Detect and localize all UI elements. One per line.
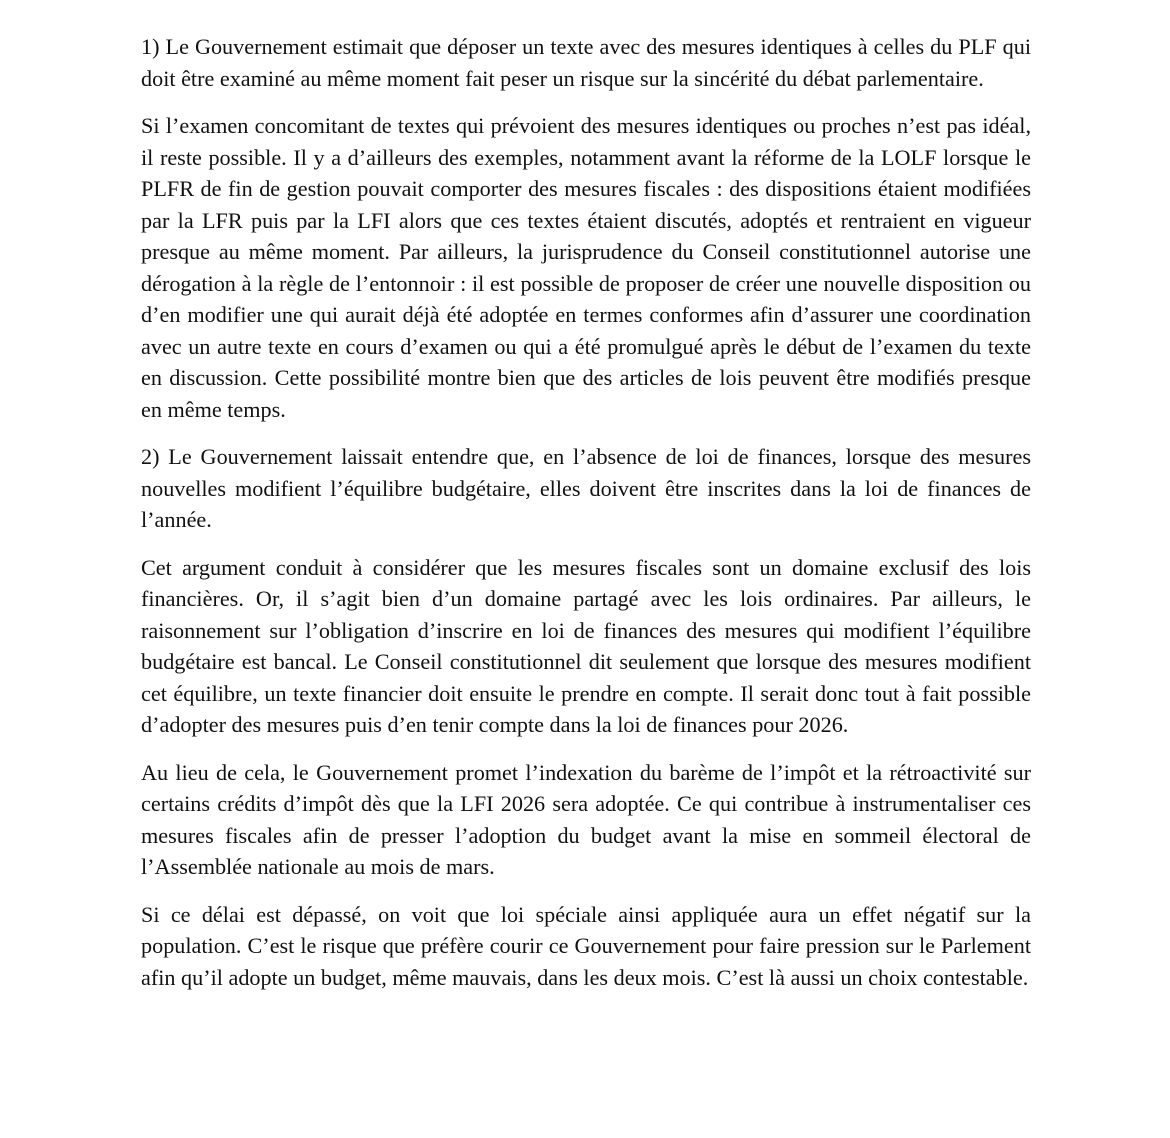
paragraph-argument-1: 1) Le Gouvernement estimait que déposer un texte avec des mesures identiques à celles du PLF qui doit être examiné au même moment fait peser un risque sur la sincérité du débat parlementaire.: [141, 34, 1031, 91]
paragraph-government-promise: Au lieu de cela, le Gouvernement promet l’indexation du barème de l’impôt et la rétroactivité sur certains crédits d’impôt dès que la LFI 2026 sera adoptée. Ce qui contribue à instrumentaliser ces mesures fiscales afin de presser l’adoption du budget avant la mise en sommeil électoral de l’Assemblée nationale au mois de mars.: [141, 759, 1031, 879]
paragraph-conclusion: Si ce délai est dépassé, on voit que loi spéciale ainsi appliquée aura un effet négatif sur la population. C’est le risque que préfère courir ce Gouvernement pour faire pression sur le Parlement afin qu’il adopte un budget, même mauvais, dans les deux mois. C’est là aussi un choix contestable.: [141, 901, 1031, 990]
paragraph-response-1: Si l’examen concomitant de textes qui prévoient des mesures identiques ou proches n’est pas idéal, il reste possible. Il y a d’ailleurs des exemples, notamment avant la réforme de la LOLF lorsque le PLFR de fin de gestion pouvait comporter des mesures fiscales : des dispositions étaient modifiées par la LFR puis par la LFI alors que ces textes étaient discutés, adoptés et rentraient en vigueur presque au même moment. Par ailleurs, la jurisprudence du Conseil constitutionnel autorise une dérogation à la règle de l’entonnoir : il est possible de proposer de créer une nouvelle disposition ou d’en modifier une qui aurait déjà été adoptée en termes conformes afin d’assurer une coordination avec un autre texte en cours d’examen ou qui a été promulgué après le début de l’examen du texte en discussion. Cette possibilité montre bien que des articles de lois peuvent être modifiés presque en même temps.: [141, 113, 1031, 422]
paragraph-argument-2: 2) Le Gouvernement laissait entendre que, en l’absence de loi de finances, lorsque des mesures nouvelles modifient l’équilibre budgétaire, elles doivent être inscrites dans la loi de finances de l’année.: [141, 444, 1031, 532]
paragraph-response-2: Cet argument conduit à considérer que les mesures fiscales sont un domaine exclusif des lois financières. Or, il s’agit bien d’un domaine partagé avec les lois ordinaires. Par ailleurs, le raisonnement sur l’obligation d’inscrire en loi de finances des mesures qui modifient l’équilibre budgétaire est bancal. Le Conseil constitutionnel dit seulement que lorsque des mesures modifient cet équilibre, un texte financier doit ensuite le prendre en compte. Il serait donc tout à fait possible d’adopter des mesures puis d’en tenir compte dans la loi de finances pour 2026.: [141, 554, 1031, 737]
document-page: [141, 31, 1031, 1009]
